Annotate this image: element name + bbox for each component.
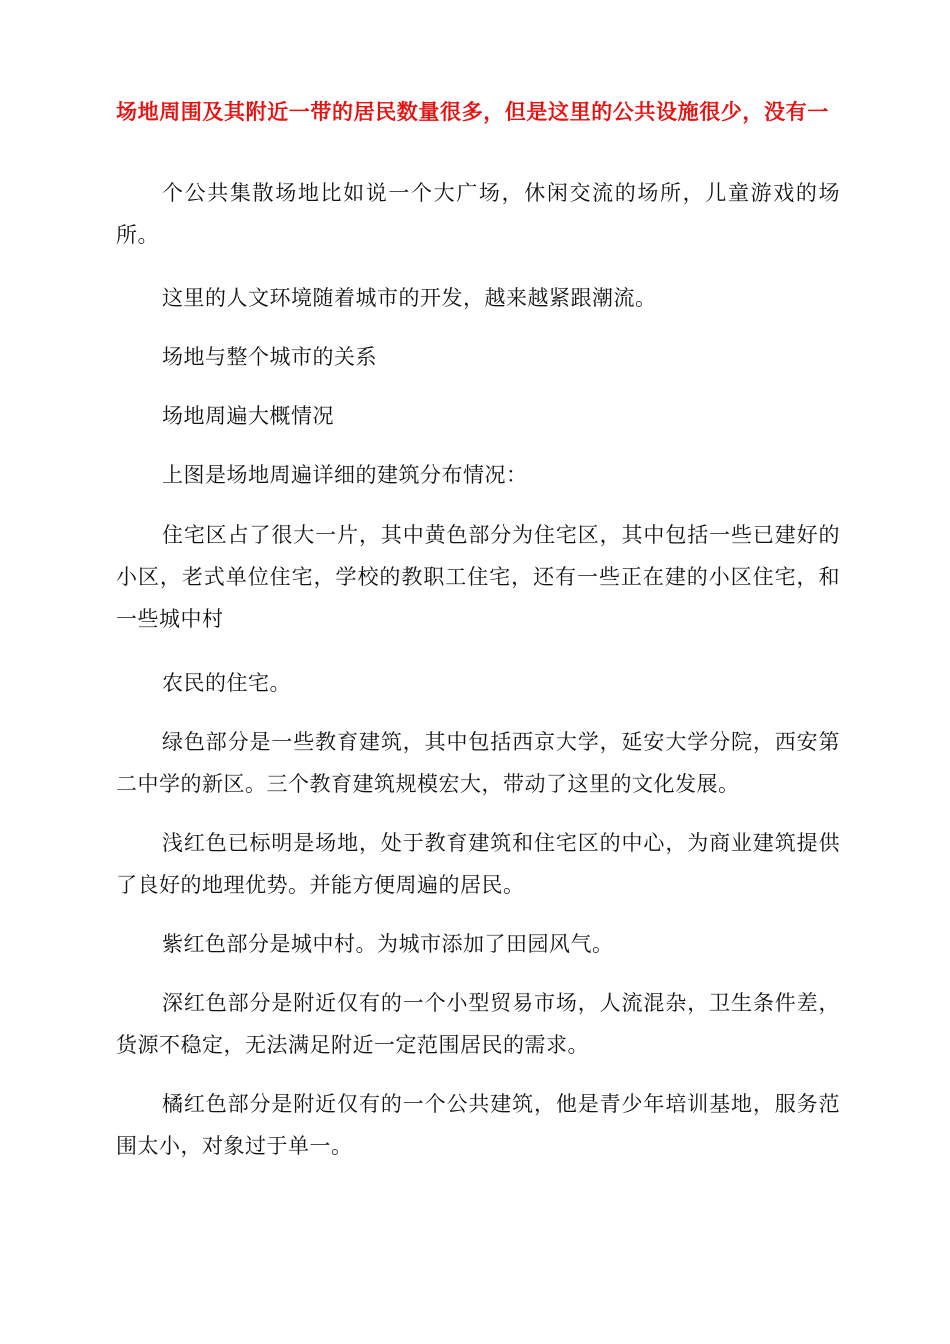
- paragraph-farmer-housing: 农民的住宅。: [162, 671, 291, 695]
- document-heading: 场地周围及其附近一带的居民数量很多，但是这里的公共设施很少，没有一: [116, 100, 829, 124]
- paragraph-cultural-environment: 这里的人文环境随着城市的开发，越来越紧跟潮流。: [162, 286, 657, 310]
- paragraph-site-city-relation: 场地与整个城市的关系: [162, 345, 377, 369]
- paragraph-site-surroundings: 场地周遍大概情况: [162, 404, 334, 428]
- paragraph-building-distribution: 上图是场地周遍详细的建筑分布情况：: [162, 463, 528, 487]
- paragraph-site-location: 浅红色已标明是场地，处于教育建筑和住宅区的中心，为商业建筑提供了良好的地理优势。并能方便周遍的居民。: [116, 831, 840, 897]
- paragraph-residential-area: 住宅区占了很大一片，其中黄色部分为住宅区，其中包括一些已建好的小区，老式单位住宅，学校的教职工住宅，还有一些正在建的小区住宅，和一些城中村: [116, 523, 840, 631]
- paragraph-public-building: 橘红色部分是附近仅有的一个公共建筑，他是青少年培训基地，服务范围太小，对象过于单一。: [116, 1092, 840, 1158]
- paragraph-urban-village: 紫红色部分是城中村。为城市添加了田园风气。: [162, 932, 614, 956]
- paragraph-public-space: 个公共集散场地比如说一个大广场，休闲交流的场所，儿童游戏的场所。: [116, 181, 840, 247]
- paragraph-trade-market: 深红色部分是附近仅有的一个小型贸易市场，人流混杂，卫生条件差，货源不稳定，无法满足附近一定范围居民的需求。: [116, 991, 840, 1057]
- paragraph-education-buildings: 绿色部分是一些教育建筑，其中包括西京大学，延安大学分院，西安第二中学的新区。三个教育建筑规模宏大，带动了这里的文化发展。: [116, 730, 840, 796]
